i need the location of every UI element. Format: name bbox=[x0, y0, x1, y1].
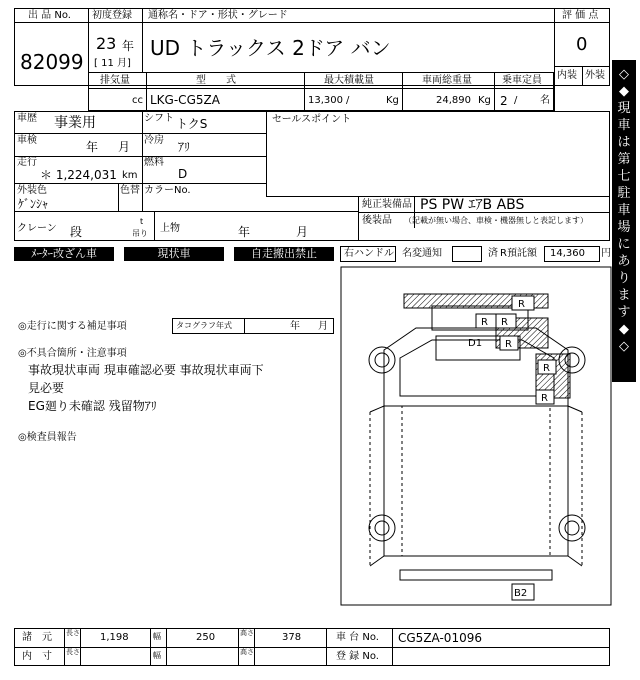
banner-char: ◆ bbox=[619, 84, 629, 99]
shift-value: トクS bbox=[176, 117, 208, 131]
gross-weight-value: 24,890 bbox=[436, 95, 471, 106]
inspector-report-label: ◎検査員報告 bbox=[18, 432, 77, 443]
inner-length-label: 長さ bbox=[66, 648, 80, 656]
score: 0 bbox=[576, 34, 588, 55]
chassis-value: CG5ZA-01096 bbox=[398, 631, 482, 645]
tacho-year-unit: 年 bbox=[290, 321, 300, 332]
inspection-month-unit: 月 bbox=[118, 140, 131, 154]
upper-month-unit: 月 bbox=[296, 225, 309, 239]
recycle-amount: 14,360 bbox=[550, 248, 585, 259]
aftermarket-label: 後装品 bbox=[362, 215, 392, 226]
banner-char: 現 bbox=[617, 101, 631, 116]
driving-notes-label: ◎走行に関する補足事項 bbox=[18, 321, 127, 332]
spec-label: 諸 元 bbox=[22, 632, 52, 643]
crane-label: クレーン bbox=[17, 223, 57, 234]
capacity-label: 乗車定員 bbox=[502, 75, 542, 86]
capacity-unit: 名 bbox=[540, 95, 550, 106]
mileage-unit: km bbox=[122, 170, 138, 181]
side-banner bbox=[612, 60, 636, 382]
banner-char: 駐 bbox=[617, 186, 631, 201]
reg-year: 23 bbox=[96, 34, 117, 53]
no-self-drive-badge: 自走搬出禁止 bbox=[234, 247, 334, 261]
displacement-unit: cc bbox=[132, 95, 143, 106]
damage-mark: R bbox=[543, 363, 550, 374]
as-is-badge: 現状車 bbox=[124, 247, 224, 261]
reg-year-unit: 年 bbox=[122, 39, 135, 53]
reg-month: [ 11 月] bbox=[94, 58, 131, 69]
score-label: 評 価 点 bbox=[562, 10, 599, 21]
color-code-label: カラーNo. bbox=[144, 185, 191, 196]
model-label: 型 式 bbox=[196, 75, 236, 86]
fuel-label: 燃料 bbox=[144, 157, 164, 168]
inspection-year-unit: 年 bbox=[86, 140, 99, 154]
defect-line-2: 見必要 bbox=[28, 381, 65, 395]
length-label: 長さ bbox=[66, 629, 80, 637]
fuel-value: D bbox=[178, 167, 188, 181]
damage-mark: D1 bbox=[468, 338, 483, 349]
defects-label: ◎不具合箇所・注意事項 bbox=[18, 348, 127, 359]
color-label: 外装色 bbox=[17, 185, 47, 196]
width-value: 250 bbox=[196, 632, 216, 643]
history-label: 車歴 bbox=[17, 113, 37, 124]
gross-weight-label: 車両総重量 bbox=[422, 75, 472, 86]
capacity-value: 2 bbox=[500, 94, 508, 108]
lot-label: 出 品 No. bbox=[28, 10, 71, 21]
color-value: ｹﾞﾝｼｬ bbox=[18, 197, 49, 211]
damage-mark: R bbox=[481, 317, 488, 328]
aftermarket-note: （記載が無い場合、車検・機器無しと表記します） bbox=[404, 216, 588, 225]
width-label: 幅 bbox=[153, 632, 161, 641]
equipment-value: PS PW ｴｱB ABS bbox=[420, 197, 525, 213]
recycle-label: R預託額 bbox=[500, 248, 537, 259]
name-change-label: 名変通知 bbox=[402, 248, 442, 259]
banner-char: ◇ bbox=[619, 67, 629, 82]
damage-mark: B2 bbox=[514, 588, 528, 599]
max-load-value: 13,300 bbox=[308, 95, 343, 106]
banner-char: 七 bbox=[617, 169, 631, 184]
inner-width-label: 幅 bbox=[153, 651, 161, 660]
defect-line-3: EG廻り未確認 残留物ｱﾘ bbox=[28, 399, 157, 413]
history-value: 事業用 bbox=[54, 115, 96, 131]
crane-step: 段 bbox=[70, 225, 83, 239]
exterior-label: 外装 bbox=[585, 70, 605, 81]
odometer-tampered-badge: ﾒｰﾀｰ改ざん車 bbox=[14, 247, 114, 261]
damage-mark: R bbox=[518, 299, 525, 310]
mileage-label: 走行 bbox=[17, 157, 37, 168]
banner-char: 場 bbox=[617, 220, 631, 235]
crane-lift: 吊り bbox=[132, 229, 148, 238]
model-desc-label: 通称名・ドア・形状・グレード bbox=[148, 10, 288, 21]
recycle-prefix: 済 bbox=[488, 248, 498, 259]
max-load-unit: Kg bbox=[386, 95, 399, 106]
steering-value: 右ハンドル bbox=[344, 248, 394, 259]
banner-char: り bbox=[617, 271, 631, 286]
ac-value: ｱﾘ bbox=[178, 140, 191, 154]
banner-char: あ bbox=[617, 254, 631, 269]
banner-char: ◆ bbox=[619, 322, 629, 337]
length-value: 1,198 bbox=[100, 632, 129, 643]
banner-char: ◇ bbox=[619, 339, 629, 354]
damage-mark: R bbox=[505, 339, 512, 350]
banner-char: す bbox=[617, 305, 631, 320]
equipment-label: 純正装備品 bbox=[362, 199, 412, 210]
model-code: LKG-CG5ZA bbox=[150, 93, 220, 107]
banner-char: に bbox=[617, 237, 631, 252]
damage-mark: R bbox=[501, 317, 508, 328]
mileage-value: ＊ 1,224,031 bbox=[40, 168, 117, 182]
inspection-label: 車検 bbox=[17, 135, 37, 146]
displacement-label: 排気量 bbox=[100, 75, 130, 86]
banner-char: は bbox=[617, 135, 631, 150]
banner-char: ま bbox=[617, 288, 631, 303]
color-change-label: 色替 bbox=[120, 185, 140, 196]
chassis-label: 車 台 No. bbox=[336, 632, 379, 643]
lot-number: 82099 bbox=[20, 50, 84, 74]
upper-label: 上物 bbox=[160, 223, 180, 234]
crane-ton: t bbox=[140, 217, 144, 226]
first-reg-label: 初度登録 bbox=[92, 10, 132, 21]
max-load-label: 最大積載量 bbox=[324, 75, 374, 86]
registration-label: 登 録 No. bbox=[336, 651, 379, 662]
height-value: 378 bbox=[282, 632, 302, 643]
tacho-month-unit: 月 bbox=[318, 321, 328, 332]
damage-mark: R bbox=[541, 393, 548, 404]
height-label: 高さ bbox=[240, 629, 254, 637]
truck-damage-diagram bbox=[340, 266, 612, 606]
upper-year-unit: 年 bbox=[238, 225, 251, 239]
recycle-unit: 円 bbox=[601, 248, 611, 259]
interior-label: 内装 bbox=[557, 70, 577, 81]
ac-label: 冷房 bbox=[144, 135, 164, 146]
shift-label: シフト bbox=[144, 113, 174, 124]
defect-line-1: 事故現状車両 現車確認必要 事故現状車両下 bbox=[28, 363, 264, 377]
sales-point-label: セールスポイント bbox=[272, 114, 352, 125]
tacho-label: タコグラフ年式 bbox=[176, 321, 232, 330]
inner-dim-label: 内 寸 bbox=[22, 651, 52, 662]
vehicle-name: UD トラックス 2ドア バン bbox=[150, 36, 391, 60]
banner-char: 第 bbox=[617, 152, 631, 167]
inner-height-label: 高さ bbox=[240, 648, 254, 656]
banner-char: 車 bbox=[617, 118, 631, 133]
gross-weight-unit: Kg bbox=[478, 95, 491, 106]
banner-char: 車 bbox=[617, 203, 631, 218]
